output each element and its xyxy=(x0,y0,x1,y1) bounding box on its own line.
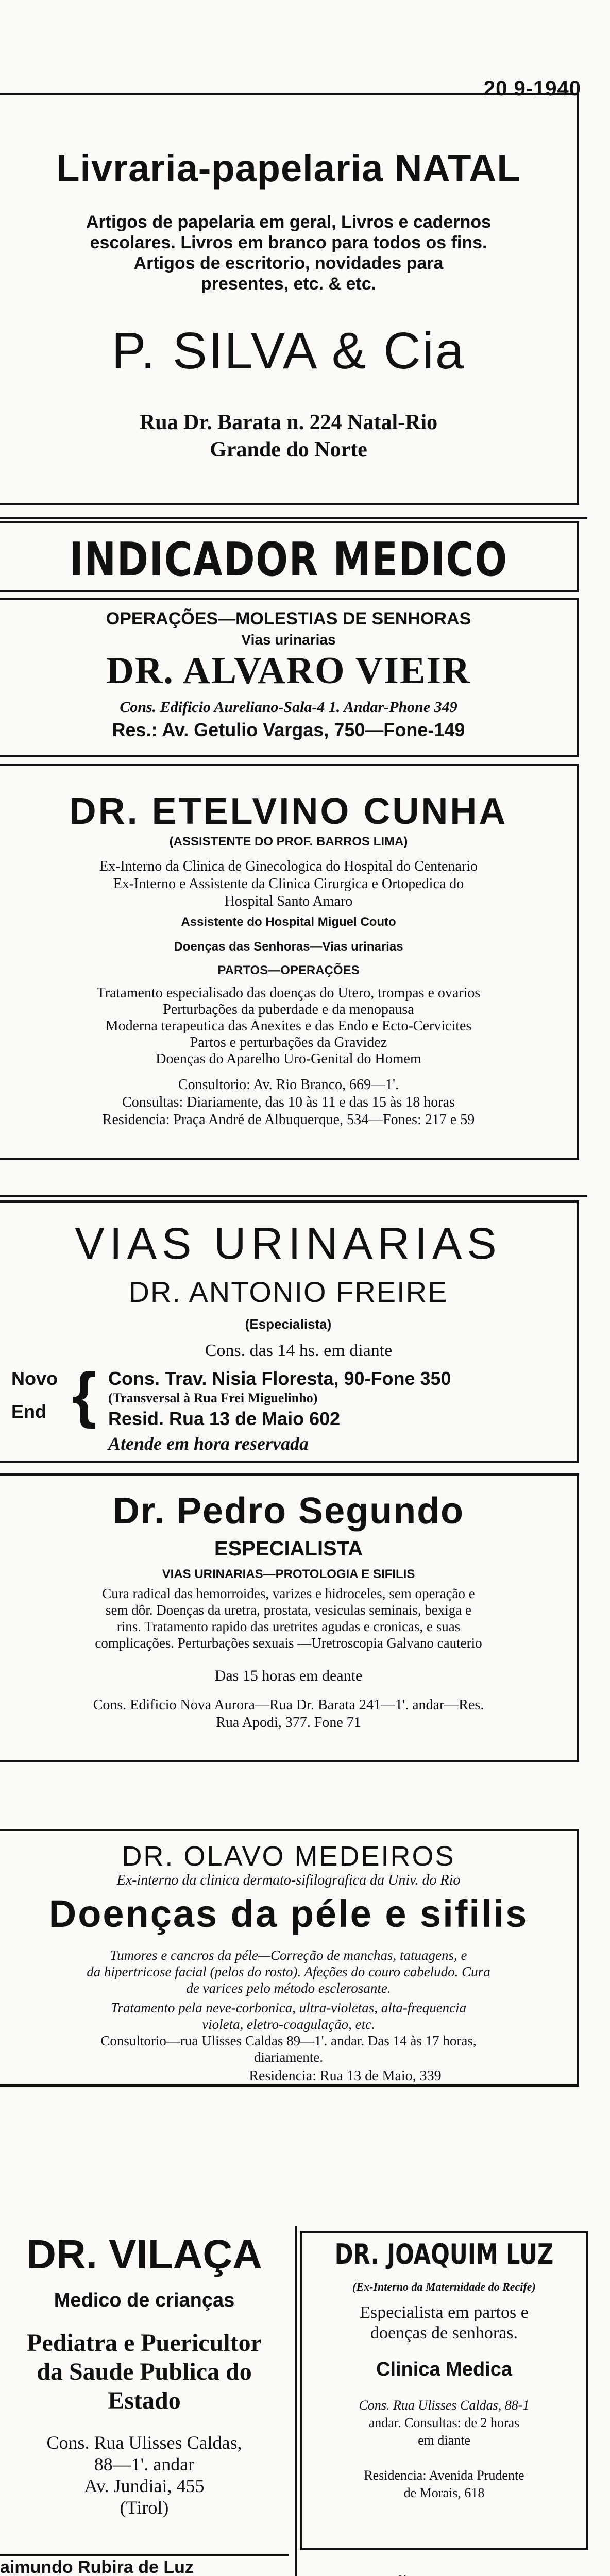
ad-olavo-sub: Ex-interno da clinica dermato-sifilografica da Univ. do Rio xyxy=(116,1872,461,1888)
ad-cunha-line-4: Assistente do Hospital Miguel Couto xyxy=(181,915,396,929)
ad-luz-line-4: andar. Consultas: de 2 horas xyxy=(368,2415,520,2430)
ad-olavo-line-2: da hipertricose facial (pelos do rosto). Afeções do couro cabeludo. Cura xyxy=(87,1964,490,1979)
divider xyxy=(0,517,587,519)
ad-pedro-specialist: ESPECIALISTA xyxy=(214,1537,363,1560)
ad-cunha-line-13: Consultas: Diariamente, das 10 às 11 e das 15 às 18 horas xyxy=(122,1094,455,1110)
ad-pedro-office-1: Cons. Edificio Nova Aurora—Rua Dr. Barata 241—1'. andar—Res. xyxy=(93,1697,484,1713)
ad-vilaca-line-6: Av. Jundiai, 455 xyxy=(84,2476,205,2496)
ad-natal-text-3: Artigos de escritorio, novidades para xyxy=(133,253,444,273)
ad-luz-clinic: Clinica Medica xyxy=(376,2359,512,2380)
ad-natal-text-4: presentes, etc. & etc. xyxy=(200,274,377,294)
page-date: 20 9-1940 xyxy=(483,77,581,100)
ad-vias-special: (Especialista) xyxy=(245,1316,332,1332)
ad-cunha-line-10: Partos e perturbações da Gravidez xyxy=(190,1035,387,1050)
ad-olavo-line-6: Consultorio—rua Ulisses Caldas 89—1'. andar. Das 14 às 17 horas, xyxy=(100,2033,477,2048)
ad-cunha-line-5: Doenças das Senhoras—Vias urinarias xyxy=(174,940,403,954)
ad-pedro-segundo xyxy=(0,1473,579,1762)
ad-alvaro-vieira xyxy=(0,598,579,757)
section-header-indicador xyxy=(0,521,579,592)
ad-olavo-line-5: violeta, eletro-coagulação, etc. xyxy=(202,2016,375,2032)
ad-natal-company: P. SILVA & Cia xyxy=(111,322,466,380)
ad-cunha-line-14: Residencia: Praça André de Albuquerque, 534—Fones: 217 e 59 xyxy=(102,1112,475,1128)
ad-olavo-line-1: Tumores e cancros da péle—Correção de manchas, tatuagens, e xyxy=(110,1947,467,1963)
ad-pedro-line-1: Cura radical das hemorroides, varizes e hidroceles, sem operação e xyxy=(102,1586,475,1601)
divider xyxy=(0,2554,289,2556)
ad-cunha-line-1: Ex-Interno da Clinica de Ginecologica do Hospital do Centenario xyxy=(99,858,478,874)
ad-pedro-hours: Das 15 horas em deante xyxy=(214,1667,363,1684)
ad-olavo-headline: Doenças da péle e sifilis xyxy=(48,1892,529,1935)
ad-joaquim-luz xyxy=(300,2231,588,2550)
ad-vilaca-line-3: Estado xyxy=(108,2387,181,2414)
column-divider xyxy=(295,2226,297,2576)
ad-vias-call: Atende em hora reservada xyxy=(108,1433,309,1454)
ad-luz-name: DR. JOAQUIM LUZ xyxy=(334,2238,554,2270)
ad-vilaca-line-2: da Saude Publica do xyxy=(37,2358,252,2385)
ad-olavo-medeiros xyxy=(0,1829,579,2087)
ad-cunha-line-9: Moderna terapeutica das Anexites e das Endo e Ecto-Cervicites xyxy=(105,1018,472,1034)
ad-pedro-line-3: rins. Tratamento rapido das uretrites agudas e cronicas, e suas xyxy=(116,1619,461,1634)
ad-vias-urinarias xyxy=(0,1200,579,1463)
ad-cunha-line-8: Perturbações da puberdade e da menopausa xyxy=(163,1002,414,1018)
ad-vias-doctor: DR. ANTONIO FREIRE xyxy=(128,1276,448,1308)
ad-cunha-line-3: Hospital Santo Amaro xyxy=(224,893,353,909)
ad-olavo-residence: Residencia: Rua 13 de Maio, 339 xyxy=(249,2068,442,2084)
ad-vias-hours: Cons. das 14 hs. em diante xyxy=(205,1341,393,1360)
ad-cunha-line-7: Tratamento especialisado das doenças do Utero, trompas e ovarios xyxy=(96,985,481,1001)
ad-dr-vilaca xyxy=(0,2226,289,2550)
ad-vias-brace: { xyxy=(72,1360,96,1429)
ad-luz-sub: (Ex-Interno da Maternidade do Recife) xyxy=(352,2280,536,2293)
ad-vias-label-novo: Novo xyxy=(11,1368,58,1389)
ad-natal-address-1: Rua Dr. Barata n. 224 Natal-Rio xyxy=(139,411,438,434)
ad-vias-label-end: End xyxy=(11,1401,46,1422)
ad-luz-line-3: Cons. Rua Ulisses Caldas, 88-1 xyxy=(359,2398,530,2413)
ad-vilaca-line-1: Pediatra e Puericultor xyxy=(27,2329,262,2357)
divider xyxy=(0,1195,587,1197)
ad-natal-title: Livraria-papelaria NATAL xyxy=(56,147,521,190)
ad-olavo-line-4: Tratamento pela neve-corbonica, ultra-violetas, alta-frequencia xyxy=(110,2000,467,2015)
ad-vilaca-line-5: 88—1'. andar xyxy=(94,2454,195,2475)
ad-vilaca-line-4: Cons. Rua Ulisses Caldas, xyxy=(46,2432,242,2453)
ad-cunha-assistant: (ASSISTENTE DO PROF. BARROS LIMA) xyxy=(169,835,408,849)
ad-luz-line-1: Especialista em partos e xyxy=(360,2303,529,2322)
ad-vieira-name: DR. ALVARO VIEIR xyxy=(106,650,471,692)
ad-rubira-line-1: aimundo Rubira de Luz xyxy=(0,2557,194,2576)
ad-natal-text-1: Artigos de papelaria em geral, Livros e cadernos xyxy=(86,212,492,232)
ad-cunha-line-6: PARTOS—OPERAÇÕES xyxy=(217,963,360,977)
ad-natal-text-2: escolares. Livros em branco para todos os fins. xyxy=(90,233,487,252)
ad-luz-line-7: de Morais, 618 xyxy=(403,2485,485,2500)
ad-vieira-sub: Vias urinarias xyxy=(241,632,336,648)
section-title: INDICADOR MEDICO xyxy=(69,533,508,587)
ad-cunha-line-11: Doenças do Aparelho Uro-Genital do Homem xyxy=(156,1051,421,1067)
ad-natal-address-2: Grande do Norte xyxy=(210,438,367,462)
ad-vilaca-name: DR. VILAÇA xyxy=(26,2231,262,2277)
ad-vieira-specialty: OPERAÇÕES—MOLESTIAS DE SENHORAS xyxy=(106,609,471,629)
ad-pedro-name: Dr. Pedro Segundo xyxy=(112,1490,465,1532)
ad-raimundo-rubira xyxy=(0,2557,289,2576)
ad-luz-line-5: em diante xyxy=(418,2433,470,2448)
ad-olavo-line-7: diariamente. xyxy=(253,2049,324,2065)
ad-olavo-line-3: de varices pelo método esclerosante. xyxy=(186,1980,391,1996)
ad-vilaca-sub: Medico de crianças xyxy=(54,2290,235,2311)
ad-cunha-line-2: Ex-Interno e Assistente da Clinica Cirurgica e Ortopedica do xyxy=(113,876,464,892)
ad-pedro-line-4: complicações. Perturbações sexuais —Uretroscopia Galvano cauterio xyxy=(95,1635,482,1651)
ad-vias-addr-1: Cons. Trav. Nisia Floresta, 90-Fone 350 xyxy=(108,1368,451,1389)
ad-cunha-name: DR. ETELVINO CUNHA xyxy=(69,791,508,832)
ad-vias-title: VIAS URINARIAS xyxy=(75,1219,502,1268)
ad-vieira-office: Cons. Edificio Aureliano-Sala-4 1. Andar-Phone 349 xyxy=(120,699,458,716)
ad-olavo-name: DR. OLAVO MEDEIROS xyxy=(122,1841,455,1872)
ad-luz-line-2: doenças de senhoras. xyxy=(370,2324,518,2343)
ad-vieira-residence: Res.: Av. Getulio Vargas, 750—Fone-149 xyxy=(112,719,465,740)
ad-vilaca-line-7: (Tirol) xyxy=(120,2497,169,2518)
ad-etelvino-cunha xyxy=(0,764,579,1160)
ad-cunha-line-12: Consultorio: Av. Rio Branco, 669—1'. xyxy=(178,1077,399,1093)
ad-vias-addr-2: (Transversal à Rua Frei Miguelinho) xyxy=(108,1391,318,1405)
ad-vias-addr-3: Resid. Rua 13 de Maio 602 xyxy=(108,1408,341,1429)
ad-luz-line-6: Residencia: Avenida Prudente xyxy=(364,2468,524,2483)
ad-livraria-natal xyxy=(0,93,579,505)
ad-pedro-line-2: sem dôr. Doenças da uretra, prostata, vesiculas seminais, bexiga e xyxy=(105,1602,471,1618)
ad-pedro-fields: VIAS URINARIAS—PROTOLOGIA E SIFILIS xyxy=(162,1567,415,1581)
ad-pedro-office-2: Rua Apodi, 377. Fone 71 xyxy=(216,1715,361,1731)
